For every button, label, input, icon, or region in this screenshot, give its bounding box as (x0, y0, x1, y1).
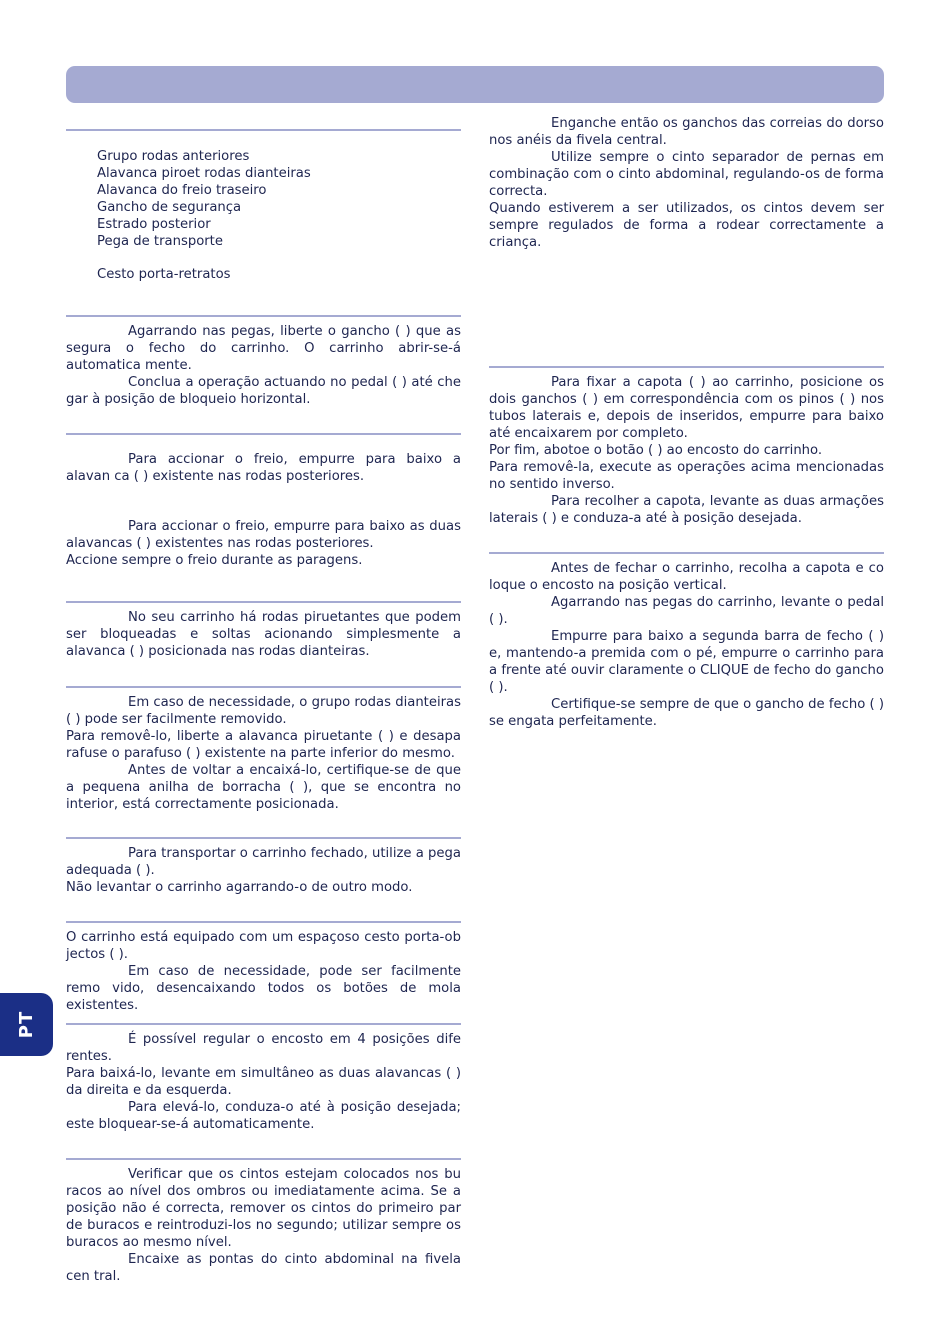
paragraph: Para baixá-lo, levante em simultâneo as duas alavancas ( ) da direita e da esquerda. (66, 1066, 461, 1098)
paragraph: Para elevá-lo, conduza-o até à posição desejada; este bloquear-se-á automaticamente. (66, 1100, 461, 1132)
parts-list-item: Estrado posterior (97, 217, 211, 232)
section-divider (66, 837, 461, 839)
paragraph: Para accionar o freio, empurre para baixo a alavan ca ( ) existente nas rodas posteriores. (66, 452, 461, 484)
section-divider (66, 1158, 461, 1160)
paragraph: Accione sempre o freio durante as paragens. (66, 553, 363, 568)
paragraph: Agarrando nas pegas do carrinho, levante o pedal ( ). (489, 595, 884, 627)
paragraph: Por fim, abotoe o botão ( ) ao encosto do carrinho. (489, 443, 823, 458)
section-divider (489, 366, 884, 368)
parts-list-item: Grupo rodas anteriores (97, 149, 250, 164)
canopy-section (489, 366, 884, 527)
brake-section (66, 433, 461, 485)
belts-section (66, 1158, 461, 1285)
parts-section (66, 129, 461, 283)
paragraph: Em caso de necessidade, pode ser facilmente remo vido, desencaixando todos os botões de mola existentes. (66, 964, 461, 1013)
paragraph: Conclua a operação actuando no pedal ( ) até che gar à posição de bloqueio horizontal. (66, 375, 461, 407)
basket-section (66, 921, 461, 1014)
belts-continued-section (489, 115, 884, 251)
section-divider (66, 686, 461, 688)
paragraph: No seu carrinho há rodas piruetantes que podem ser bloqueadas e soltas acionando simplesmente a alavanca ( ) posicionada nas rodas dianteiras. (66, 610, 461, 659)
section-divider (66, 921, 461, 923)
section-divider (66, 601, 461, 603)
parts-list-item: Pega de transporte (97, 234, 223, 249)
paragraph: O carrinho está equipado com um espaçoso cesto porta-ob jectos ( ). (66, 930, 461, 962)
section-divider (66, 433, 461, 435)
section-divider (66, 315, 461, 317)
paragraph: Encaixe as pontas do cinto abdominal na fivela cen tral. (66, 1252, 461, 1284)
paragraph: Verificar que os cintos estejam colocados nos bu racos ao nível dos ombros ou imediatamente acima. Se a posição não é correcta, remover os cintos do primeiro par de buracos e reintroduzi-los no segundo; utilizar sempre os buracos ao mesmo nível. (66, 1167, 461, 1250)
paragraph: Antes de voltar a encaixá-lo, certifique-se de que a pequena anilha de borracha ( ), que se encontra no interior, está correctamente posicionada. (66, 763, 461, 812)
section-divider (489, 552, 884, 554)
header-bar (66, 66, 884, 103)
paragraph: Para recolher a capota, levante as duas armações laterais ( ) e conduza-a até à posição desejada. (489, 494, 884, 526)
section-divider (66, 1023, 461, 1025)
parts-list (66, 148, 461, 283)
transport-section (66, 837, 461, 896)
left-column (66, 129, 461, 1299)
paragraph: Para transportar o carrinho fechado, utilize a pega adequada ( ). (66, 846, 461, 878)
paragraph: É possível regular o encosto em 4 posições dife rentes. (66, 1032, 461, 1064)
brake-dual-section (66, 518, 461, 569)
paragraph: Antes de fechar o carrinho, recolha a capota e co loque o encosto na posição vertical. (489, 561, 884, 593)
language-tab (0, 993, 53, 1056)
paragraph: Em caso de necessidade, o grupo rodas dianteiras ( ) pode ser facilmente removido. (66, 695, 461, 727)
paragraph: Enganche então os ganchos das correias do dorso nos anéis da fivela central. (489, 116, 884, 148)
parts-list-item: Gancho de segurança (97, 200, 242, 215)
parts-list-item: Cesto porta-retratos (97, 267, 231, 282)
parts-list-item: Alavanca piroet rodas dianteiras (97, 166, 311, 181)
paragraph: Para removê-la, execute as operações acima mencionadas no sentido inverso. (489, 460, 884, 492)
front-wheels-section (66, 686, 461, 813)
paragraph: Certifique-se sempre de que o gancho de fecho ( ) se engata perfeitamente. (489, 697, 884, 729)
paragraph: Não levantar o carrinho agarrando-o de outro modo. (66, 880, 413, 895)
paragraph: Para fixar a capota ( ) ao carrinho, posicione os dois ganchos ( ) em correspondência com os pinos ( ) nos tubos laterais e, depois de inseridos, empurre para baixo até encaixarem por completo. (489, 375, 884, 441)
language-tab-label: PT (15, 1010, 37, 1039)
closing-section (489, 552, 884, 730)
paragraph: Agarrando nas pegas, liberte o gancho ( ) que as segura o fecho do carrinho. O carrinho abrir-se-á automatica mente. (66, 324, 461, 373)
paragraph: Quando estiverem a ser utilizados, os cintos devem ser sempre regulados de forma a rodear correctamente a criança. (489, 201, 884, 250)
opening-section (66, 315, 461, 408)
right-column (489, 115, 884, 735)
paragraph: Para removê-lo, liberte a alavanca piruetante ( ) e desapa rafuse o parafuso ( ) existente na parte inferior do mesmo. (66, 729, 461, 761)
swivel-wheels-section (66, 601, 461, 660)
paragraph: Para accionar o freio, empurre para baixo as duas alavancas ( ) existentes nas rodas posteriores. (66, 519, 461, 551)
backrest-section (66, 1023, 461, 1133)
paragraph: Empurre para baixo a segunda barra de fecho ( ) e, mantendo-a premida com o pé, empurre o carrinho para a frente até ouvir claramente o CLIQUE de fecho do gancho ( ). (489, 629, 884, 695)
paragraph: Utilize sempre o cinto separador de pernas em combinação com o cinto abdominal, regulando-os de forma correcta. (489, 150, 884, 199)
section-divider (66, 129, 461, 131)
parts-list-item: Alavanca do freio traseiro (97, 183, 267, 198)
